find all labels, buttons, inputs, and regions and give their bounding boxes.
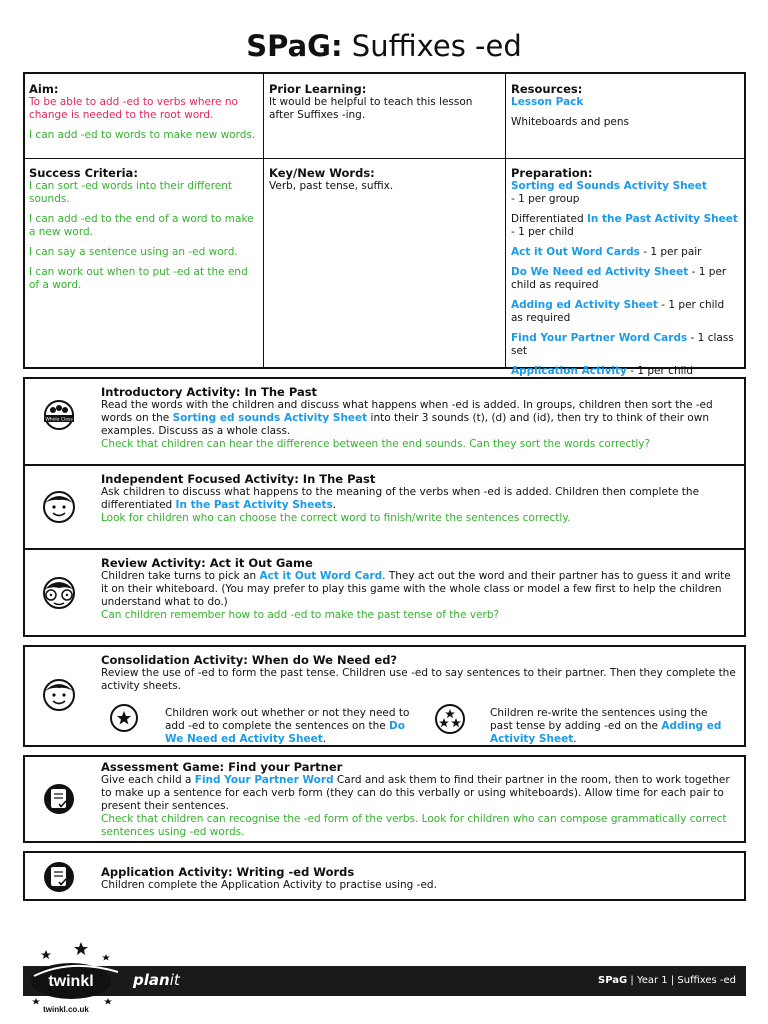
- independent-header: Independent Focused Activity: In The Past: [101, 472, 376, 486]
- prep-link[interactable]: In the Past Activity Sheet: [586, 213, 738, 225]
- success-header: Success Criteria:: [29, 166, 138, 180]
- review-activity: [25, 548, 744, 635]
- prep-header: Preparation:: [511, 166, 593, 180]
- independent-body: Ask children to discuss what happens to the meaning of the verbs when -ed is added. Children then complete the differentiated In the Past Activity Sheets.: [101, 486, 700, 511]
- keywords-text: Verb, past tense, suffix.: [269, 180, 394, 192]
- success-criterion-3: I can say a sentence using an -ed word.: [29, 246, 238, 258]
- prior-header: Prior Learning:: [269, 82, 367, 96]
- individual-child-icon: [42, 678, 76, 712]
- key-words-cell: [265, 162, 503, 197]
- application-body: Children complete the Application Activity to practise using -ed.: [101, 879, 437, 891]
- prior-learning-cell: [265, 78, 503, 126]
- prep-item: Adding ed Activity Sheet - 1 per child as required: [511, 299, 725, 324]
- intro-body: Read the words with the children and discuss what happens when -ed is added. In groups, children then sort the -ed words on the Sorting ed sounds Activity Sheet into their 3 sounds (t), (d) and (id), then try to think of their own examples. Discuss as a whole class.: [101, 399, 713, 437]
- application-header: Application Activity: Writing -ed Words: [101, 865, 355, 879]
- review-body: Children take turns to pick an Act it Out Word Card. They act out the word and their partner has to guess it and write it on their whiteboard. (You may prefer to play this game with the whole class or model a few first to help the children understand what to do.): [101, 570, 731, 608]
- in-the-past-link[interactable]: In the Past Activity Sheets: [175, 499, 333, 511]
- assessment-header: Assessment Game: Find your Partner: [101, 760, 343, 774]
- prep-item: Act it Out Word Cards - 1 per pair: [511, 246, 702, 258]
- consolidation-left-text: Children work out whether or not they need to add -ed to complete the sentences on the Do We Need ed Activity Sheet.: [165, 707, 410, 745]
- aim-line-2: I can add -ed to words to make new words.: [29, 129, 256, 141]
- consolidation-box: [23, 645, 746, 747]
- consolidation-right-text: Children re-write the sentences using the past tense by adding -ed on the Adding ed Activity Sheet.: [490, 707, 722, 745]
- success-criterion-2: I can add -ed to the end of a word to make a new word.: [29, 213, 254, 238]
- consolidation-intro: Review the use of -ed to form the past tense. Children use -ed to say sentences to their partner. Then they complete the activity sheets.: [101, 667, 736, 692]
- resources-cell: [507, 78, 743, 133]
- svg-text:twinkl.co.uk: twinkl.co.uk: [43, 1005, 89, 1014]
- keywords-header: Key/New Words:: [269, 166, 375, 180]
- prep-link[interactable]: Application Activity: [511, 365, 627, 377]
- lesson-pack-link[interactable]: Lesson Pack: [511, 96, 584, 108]
- prep-link[interactable]: Find Your Partner Word Cards: [511, 332, 688, 344]
- sorting-sheet-link[interactable]: Sorting ed sounds Activity Sheet: [172, 412, 368, 424]
- three-stars-icon: [434, 703, 466, 735]
- twinkl-logo-icon: [26, 940, 136, 1020]
- prep-item: Differentiated In the Past Activity Sheet - 1 per child: [511, 213, 738, 238]
- resources-header: Resources:: [511, 82, 583, 96]
- success-criterion-4: I can work out when to put -ed at the end of a word.: [29, 266, 248, 291]
- do-we-need-link[interactable]: Do We Need ed Activity Sheet: [165, 720, 405, 745]
- prep-link[interactable]: Sorting ed Sounds Activity Sheet: [511, 180, 707, 192]
- prep-item: Find Your Partner Word Cards - 1 class set: [511, 332, 734, 357]
- prep-link[interactable]: Do We Need ed Activity Sheet: [511, 266, 689, 278]
- title-rest: Suffixes -ed: [351, 29, 522, 63]
- pair-icon: [42, 576, 76, 610]
- assessment-icon: [42, 782, 76, 816]
- act-it-out-link[interactable]: Act it Out Word Card: [259, 570, 383, 582]
- activities-box-1: [23, 377, 746, 637]
- find-partner-link[interactable]: Find Your Partner Word: [194, 774, 334, 786]
- assessment-box: [23, 755, 746, 843]
- intro-header: Introductory Activity: In The Past: [101, 385, 318, 399]
- title-bold: SPaG:: [246, 29, 343, 63]
- application-box: [23, 851, 746, 901]
- intro-check: Check that children can hear the difference between the end sounds. Can they sort the words correctly?: [101, 438, 651, 450]
- success-criterion-1: I can sort -ed words into their different sounds.: [29, 180, 233, 205]
- prep-link[interactable]: Act it Out Word Cards: [511, 246, 640, 258]
- planit-logo: planit: [133, 971, 180, 989]
- review-header: Review Activity: Act it Out Game: [101, 556, 313, 570]
- success-criteria-cell: [25, 162, 263, 296]
- resources-other: Whiteboards and pens: [511, 116, 630, 128]
- intro-activity: [25, 379, 744, 462]
- assessment-check: Check that children can recognise the -ed form of the verbs. Look for children who can compose grammatically correct sentences using -ed words.: [101, 813, 727, 838]
- aim-cell: [25, 78, 263, 146]
- prior-text: It would be helpful to teach this lesson after Suffixes -ing.: [269, 96, 473, 121]
- svg-text:Whole Class: Whole Class: [45, 417, 73, 423]
- consolidation-header: Consolidation Activity: When do We Need ed?: [101, 653, 398, 667]
- svg-text:twinkl: twinkl: [48, 973, 94, 990]
- footer-breadcrumb: SPaG | Year 1 | Suffixes -ed: [598, 975, 736, 986]
- preparation-cell: [507, 162, 743, 382]
- page-title: [0, 28, 768, 64]
- aim-line-1: To be able to add -ed to verbs where no change is needed to the root word.: [29, 96, 238, 121]
- independent-activity: [25, 464, 744, 546]
- prep-item: Do We Need ed Activity Sheet - 1 per child as required: [511, 266, 727, 291]
- aim-header: Aim:: [29, 82, 59, 96]
- prep-item: Sorting ed Sounds Activity Sheet - 1 per group: [511, 180, 707, 205]
- assessment-icon: [42, 860, 76, 894]
- prep-item: Application Activity - 1 per child: [511, 365, 694, 377]
- assessment-body: Give each child a Find Your Partner Word Card and ask them to find their partner in the room, then to work together to make up a sentence for each verb form (they can do this verbally or using whiteboards). Allow time for each pair to present their sentences.: [101, 774, 730, 812]
- independent-check: Look for children who can choose the correct word to finish/write the sentences correctly.: [101, 512, 571, 524]
- adding-ed-link[interactable]: Adding ed Activity Sheet: [490, 720, 722, 745]
- one-star-icon: [109, 703, 139, 733]
- review-check: Can children remember how to add -ed to make the past tense of the verb?: [101, 609, 500, 621]
- individual-child-icon: [42, 490, 76, 524]
- lesson-plan-grid: [23, 72, 746, 377]
- whole-class-icon: [42, 398, 76, 432]
- prep-link[interactable]: Adding ed Activity Sheet: [511, 299, 658, 311]
